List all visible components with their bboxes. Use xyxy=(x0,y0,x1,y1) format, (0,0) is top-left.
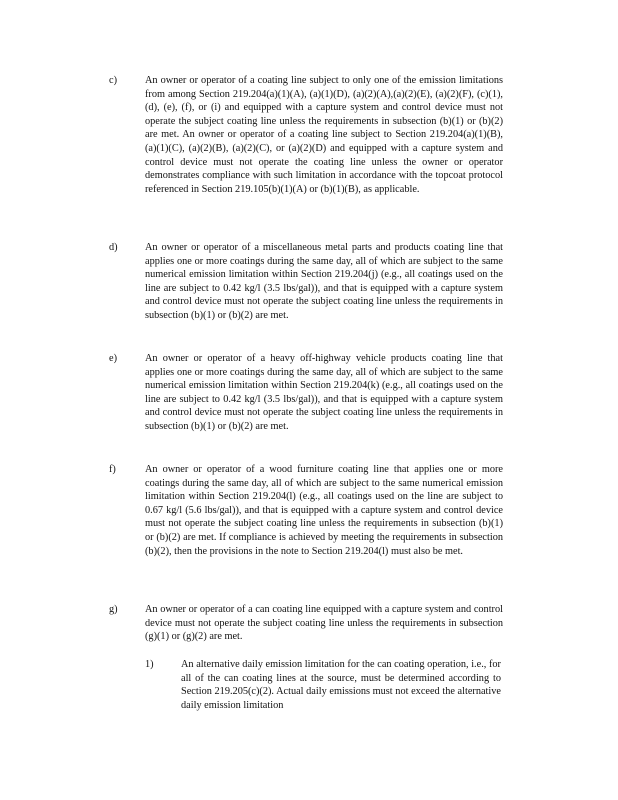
paragraph-label: d) xyxy=(109,242,118,253)
paragraph-label: e) xyxy=(109,353,117,364)
paragraph-text: An owner or operator of a coating line subject to only one of the emission limitations from among Section 219.204(a)(1)(A), (a)(1)(D), (a)(2)(A),(a)(2)(E), (a)(2)(F), (c)(1), (d), (e), (f), or (i) and equipped with a capture system and control device must not operate the subject coating line unless the requirements in subsection (b)(1) or (b)(2) are met. An owner or operator of a coating line subject to Section 219.204(a)(1)(B), (a)(1)(C), (a)(2)(B), (a)(2)(C), or (a)(2)(D) and equipped with a capture system and control device must not operate the coating line unless the owner or operator demonstrates compliance with such limitation in accordance with the topcoat protocol referenced in Section 219.105(b)(1)(A) or (b)(1)(B), as applicable. xyxy=(145,75,503,195)
paragraph-text: An owner or operator of a miscellaneous metal parts and products coating line that applies one or more coatings during the same day, all of which are subject to the same numerical emission limitation within Section 219.204(j) (e.g., all coatings used on the line are subject to 0.42 kg/l (3.5 lbs/gal)), and that is equipped with a capture system and control device must not operate the subject coating line unless the requirements in subsection (b)(1) or (b)(2) are met. xyxy=(145,242,503,321)
subparagraph-label: 1) xyxy=(145,659,154,670)
paragraph-text: An owner or operator of a wood furniture coating line that applies one or more coatings during the same day, all of which are subject to the same numerical emission limitation within Section 219.204(l) (e.g., all coatings used on the line are subject to 0.67 kg/l (5.6 lbs/gal)), and that is equipped with a capture system and control device must not operate the subject coating line unless the requirements in subsection (b)(1) or (b)(2) are met. If compliance is achieved by meeting the requirements in subsection (b)(2), then the provisions in the note to Section 219.204(l) must also be met. xyxy=(145,464,503,557)
paragraph-text: An owner or operator of a can coating line equipped with a capture system and control device must not operate the subject coating line unless the requirements in subsection (g)(1) or (g)(2) are met. xyxy=(145,604,503,643)
paragraph-label: f) xyxy=(109,464,116,475)
paragraph-text: An owner or operator of a heavy off-highway vehicle products coating line that applies one or more coatings during the same day, all of which are subject to the same numerical emission limitation within Section 219.204(k) (e.g., all coatings used on the line are subject to 0.42 kg/l (3.5 lbs/gal)), and that is equipped with a capture system and control device must not operate the subject coating line unless the requirements in subsection (b)(1) or (b)(2) are met. xyxy=(145,353,503,432)
subparagraph-text: An alternative daily emission limitation for the can coating operation, i.e., for all of the can coating lines at the source, must be determined according to Section 219.205(c)(2). Actual daily emissions must not exceed the alternative daily emission limitation xyxy=(181,659,501,711)
paragraph-label: c) xyxy=(109,75,117,86)
paragraph-label: g) xyxy=(109,604,118,615)
